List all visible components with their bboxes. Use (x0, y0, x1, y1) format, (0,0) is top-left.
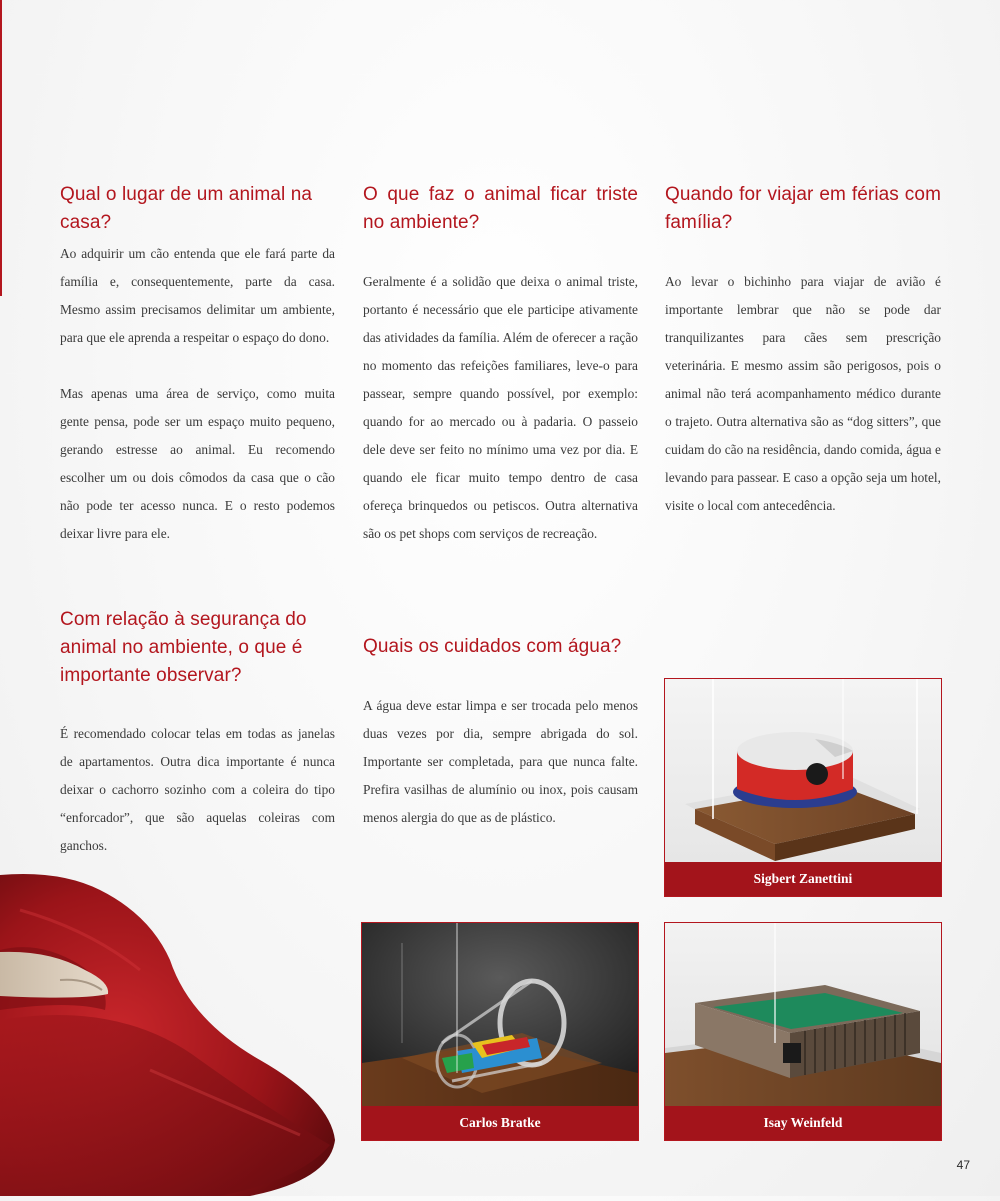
paragraph: É recomendado colocar telas em todas as janelas de apartamentos. Outra dica importante é nunca deixar o cachorro sozinho com a coleira do tipo “enforcador”, que são aquelas coleiras com ganchos. (60, 726, 335, 853)
text-animal-sad (363, 268, 638, 548)
heading-safety: Com relação à segurança do animal no ambiente, o que é importante observar? (60, 609, 307, 686)
heading-animal-place: Qual o lugar de um animal na casa? (60, 184, 313, 233)
paragraph: Ao levar o bichinho para viajar de avião é importante lembrar que não se pode dar tranquilizantes para cães sem prescrição veterinária. E mesmo assim são perigosos, pois o animal não terá acompanhamento médico durante o trajeto. Outra alternativa são as “dog sitters”, que cuidam do cão na residência, dando comida, água e levando para passear. E caso a opção seja um hotel, visite o local com antecedência. (665, 274, 941, 513)
text-animal-place (60, 240, 335, 548)
acrylic-tube-model-photo (362, 923, 638, 1106)
text-travel (665, 268, 941, 520)
page-number: 47 (956, 1158, 970, 1172)
photo-card-bratke (361, 922, 639, 1141)
text-safety (60, 720, 335, 860)
paragraph: Mas apenas uma área de serviço, como muita gente pensa, pode ser um espaço muito pequeno, gerando estresse ao animal. Eu recomendo escolher um ou dois cômodos da casa que o cão não pode ter acesso nunca. E o resto podemos deixar livre para ele. (60, 386, 335, 541)
doghouse-model-photo (665, 679, 941, 862)
red-cushion-photo (0, 870, 340, 1196)
photo-card-zanettini (664, 678, 942, 897)
paragraph: Ao adquirir um cão entenda que ele fará parte da família e, consequentemente, parte da casa. Mesmo assim precisamos delimitar um ambiente, para que ele aprenda a respeitar o espaço do dono. (60, 246, 335, 345)
margin-rule (0, 0, 2, 296)
heading-animal-sad: O que faz o animal ficar triste no ambiente? (363, 184, 638, 233)
text-water (363, 692, 638, 832)
heading-travel: Quando for viajar em férias com família? (665, 184, 941, 233)
heading-water: Quais os cuidados com água? (363, 636, 622, 657)
photo-caption: Isay Weinfeld (665, 1106, 941, 1140)
paragraph: A água deve estar limpa e ser trocada pelo menos duas vezes por dia, sempre abrigada do sol. Importante ser completada, para que nunca falte. Prefira vasilhas de alumínio ou inox, pois causam menos alergia do que as de plástico. (363, 698, 638, 825)
paragraph: Geralmente é a solidão que deixa o animal triste, portanto é necessário que ele participe ativamente das atividades da família. Além de oferecer a ração no momento das refeições familiares, leve-o para passear, sempre quando possível, por exemplo: quando for ao mercado ou à padaria. O passeio dele deve ser feito no mínimo uma vez por dia. E quando ele ficar muito tempo dentro de casa ofereça brinquedos ou petiscos. Outra alternativa são os pet shops com serviços de recreação. (363, 274, 638, 541)
photo-card-weinfeld (664, 922, 942, 1141)
photo-caption: Carlos Bratke (362, 1106, 638, 1140)
box-model-photo (665, 923, 941, 1106)
photo-caption: Sigbert Zanettini (665, 862, 941, 896)
